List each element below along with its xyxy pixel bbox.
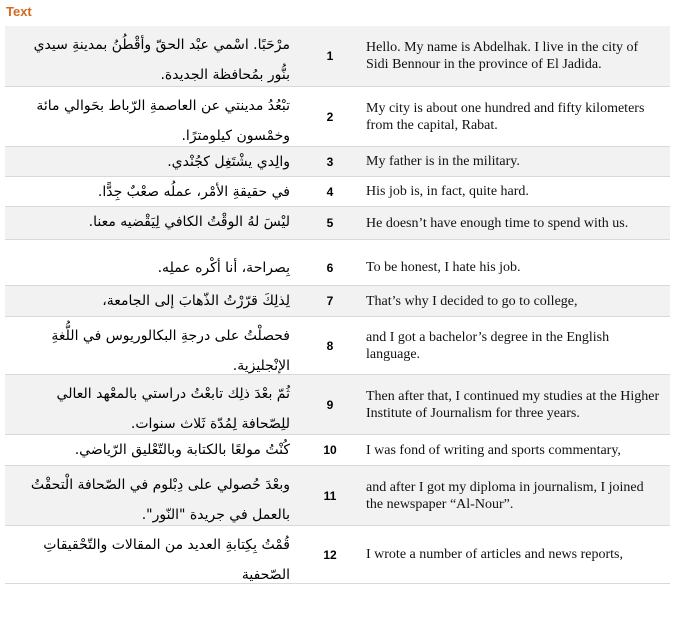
row-number: 1 bbox=[326, 49, 334, 63]
table-row bbox=[5, 26, 670, 87]
arabic-sentence: ليْسَ لهُ الوقْتُ الكافي لِيَقْضيه معنا. bbox=[88, 214, 290, 230]
arabic-sentence: في حقيقةِ الأمْر، عملُه صعْبٌ جِدًّا. bbox=[97, 184, 290, 200]
row-number: 6 bbox=[326, 260, 334, 275]
english-translation: Then after that, I continued my studies at the Higher Institute of Journalism for three years. bbox=[366, 388, 660, 421]
table-row bbox=[5, 435, 670, 466]
arabic-sentence: بِصراحة، أنا أكْره عملِه. bbox=[157, 260, 290, 276]
table-row bbox=[5, 147, 670, 177]
row-number: 11 bbox=[323, 488, 337, 503]
table-row bbox=[5, 466, 670, 526]
arabic-sentence: مرْحَبًا. اسْمي عبْد الحقّ وأقْطُنُ بمدينةِ سيدي بنُّور بمُحافظة الجديدة. bbox=[33, 37, 290, 83]
table-row bbox=[5, 286, 670, 317]
arabic-sentence: كُنْتُ مولعًا بالكتابة وبالتّعْليق الرّياضي. bbox=[74, 442, 290, 458]
row-number: 5 bbox=[326, 216, 334, 230]
english-translation: My father is in the military. bbox=[366, 154, 520, 169]
arabic-sentence: والِدي يشْتَغِل كجُنْدي. bbox=[167, 154, 290, 170]
english-translation: That’s why I decided to go to college, bbox=[366, 293, 578, 309]
english-translation: His job is, in fact, quite hard. bbox=[366, 184, 529, 199]
row-number: 9 bbox=[326, 397, 334, 412]
arabic-sentence: قُمْتُ بِكِتابةِ العديد من المقالات والتّحْقيقاتِ الصّحفية bbox=[43, 537, 290, 583]
row-number: 8 bbox=[326, 338, 334, 353]
arabic-sentence: فحصلْتُ على درجةِ البكالوريوس في اللُّغةِ الإنْجليزية. bbox=[51, 328, 290, 374]
table-row bbox=[5, 250, 670, 286]
english-translation: I was fond of writing and sports commentary, bbox=[366, 442, 621, 458]
table-row bbox=[5, 526, 670, 584]
row-number: 12 bbox=[323, 547, 337, 562]
arabic-sentence: ثُمّ بعْدَ ذلِك تابعْتُ دراستي بالمعْهد العالي للِصّحافة لِمُدّة ثَلاث سنوات. bbox=[56, 386, 290, 432]
english-translation: I wrote a number of articles and news reports, bbox=[366, 547, 623, 562]
arabic-sentence: تبْعُدُ مدينتي عن العاصمةِ الرّباط بحَوالي مائة وخمْسون كيلومترًا. bbox=[36, 98, 290, 144]
english-translation: To be honest, I hate his job. bbox=[366, 260, 521, 275]
row-number: 10 bbox=[323, 443, 337, 457]
row-number: 2 bbox=[326, 109, 334, 124]
table-row bbox=[5, 207, 670, 240]
english-translation: Hello. My name is Abdelhak. I live in the city of Sidi Bennour in the province of El Jadida. bbox=[366, 40, 639, 72]
table-row bbox=[5, 317, 670, 375]
table-row bbox=[5, 177, 670, 207]
arabic-sentence: لِذلِكَ قرّرْتُ الذّهابَ إلى الجامعة، bbox=[102, 293, 290, 309]
arabic-sentence: وبعْدَ حُصولي على دِبْلوم في الصّحافة الْتحقْتُ بالعمل في جريدة "النّور". bbox=[30, 477, 290, 523]
section-heading: Text bbox=[6, 4, 32, 19]
english-translation: and I got a bachelor’s degree in the English language. bbox=[366, 329, 610, 362]
english-translation: and after I got my diploma in journalism, I joined the newspaper “Al-Nour”. bbox=[366, 479, 644, 512]
text-table bbox=[5, 26, 670, 584]
english-translation: My city is about one hundred and fifty kilometers from the capital, Rabat. bbox=[366, 100, 645, 133]
english-translation: He doesn’t have enough time to spend with us. bbox=[366, 215, 629, 231]
table-row bbox=[5, 87, 670, 147]
row-number: 4 bbox=[326, 184, 334, 199]
row-number: 7 bbox=[326, 294, 334, 308]
row-number: 3 bbox=[326, 154, 334, 169]
table-row bbox=[5, 375, 670, 435]
